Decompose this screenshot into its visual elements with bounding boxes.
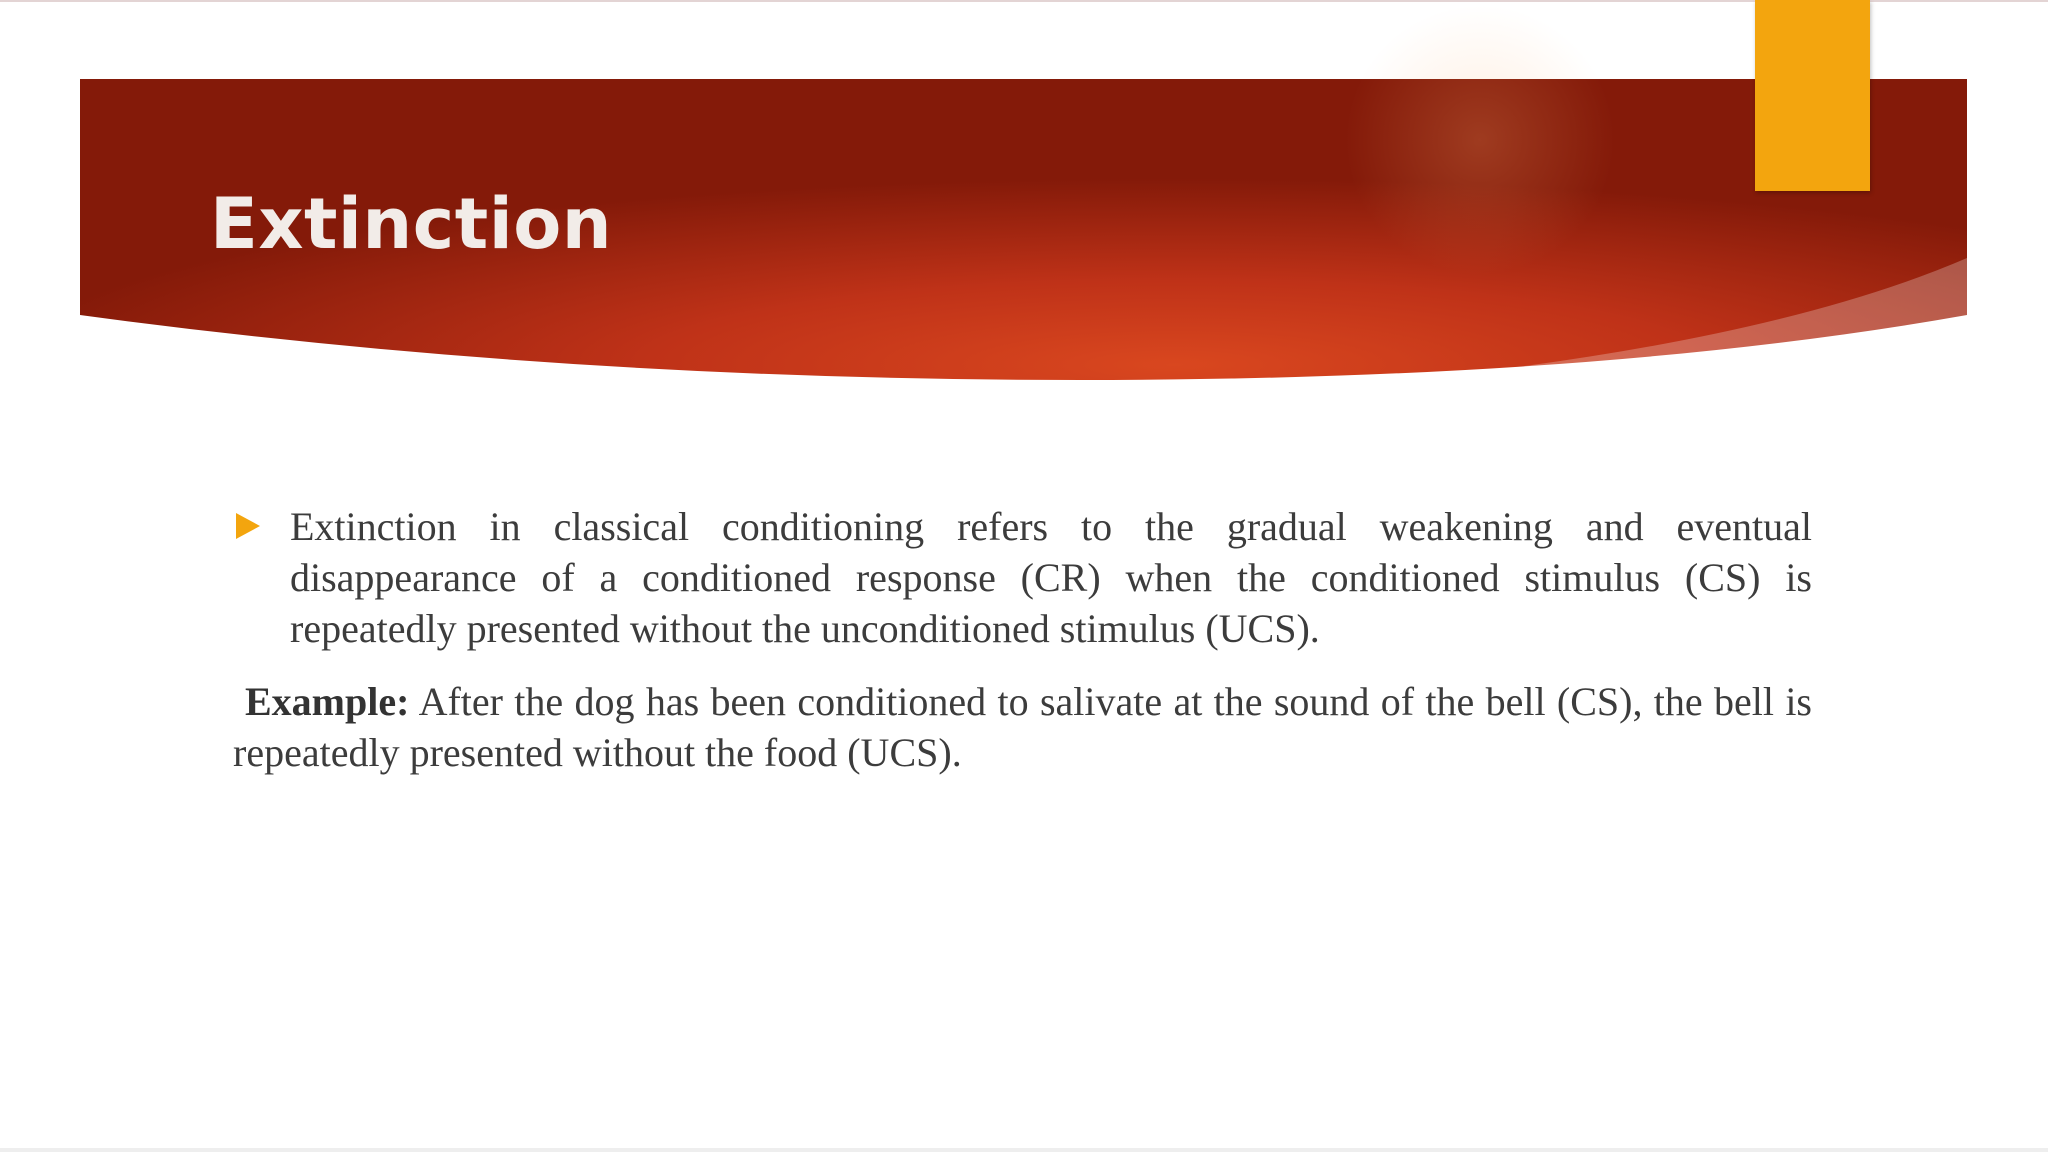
- bottom-border-line: [0, 1148, 2048, 1152]
- accent-tab: [1755, 0, 1870, 191]
- triangle-right-bullet-icon: [236, 513, 260, 539]
- slide-title: Extinction: [210, 183, 613, 265]
- banner-glow: [1345, 5, 1615, 275]
- bullet-text: Extinction in classical conditioning refers to the gradual weakening and eventual disappearance of a conditioned response (CR) when the conditioned stimulus (CS) is repeatedly presented without the unconditioned stimulus (UCS).: [290, 504, 1812, 651]
- example-paragraph: [233, 676, 1812, 778]
- example-text: After the dog has been conditioned to salivate at the sound of the bell (CS), the bell is repeatedly presented without the food (UCS).: [233, 679, 1812, 775]
- example-label: Example:: [245, 679, 410, 724]
